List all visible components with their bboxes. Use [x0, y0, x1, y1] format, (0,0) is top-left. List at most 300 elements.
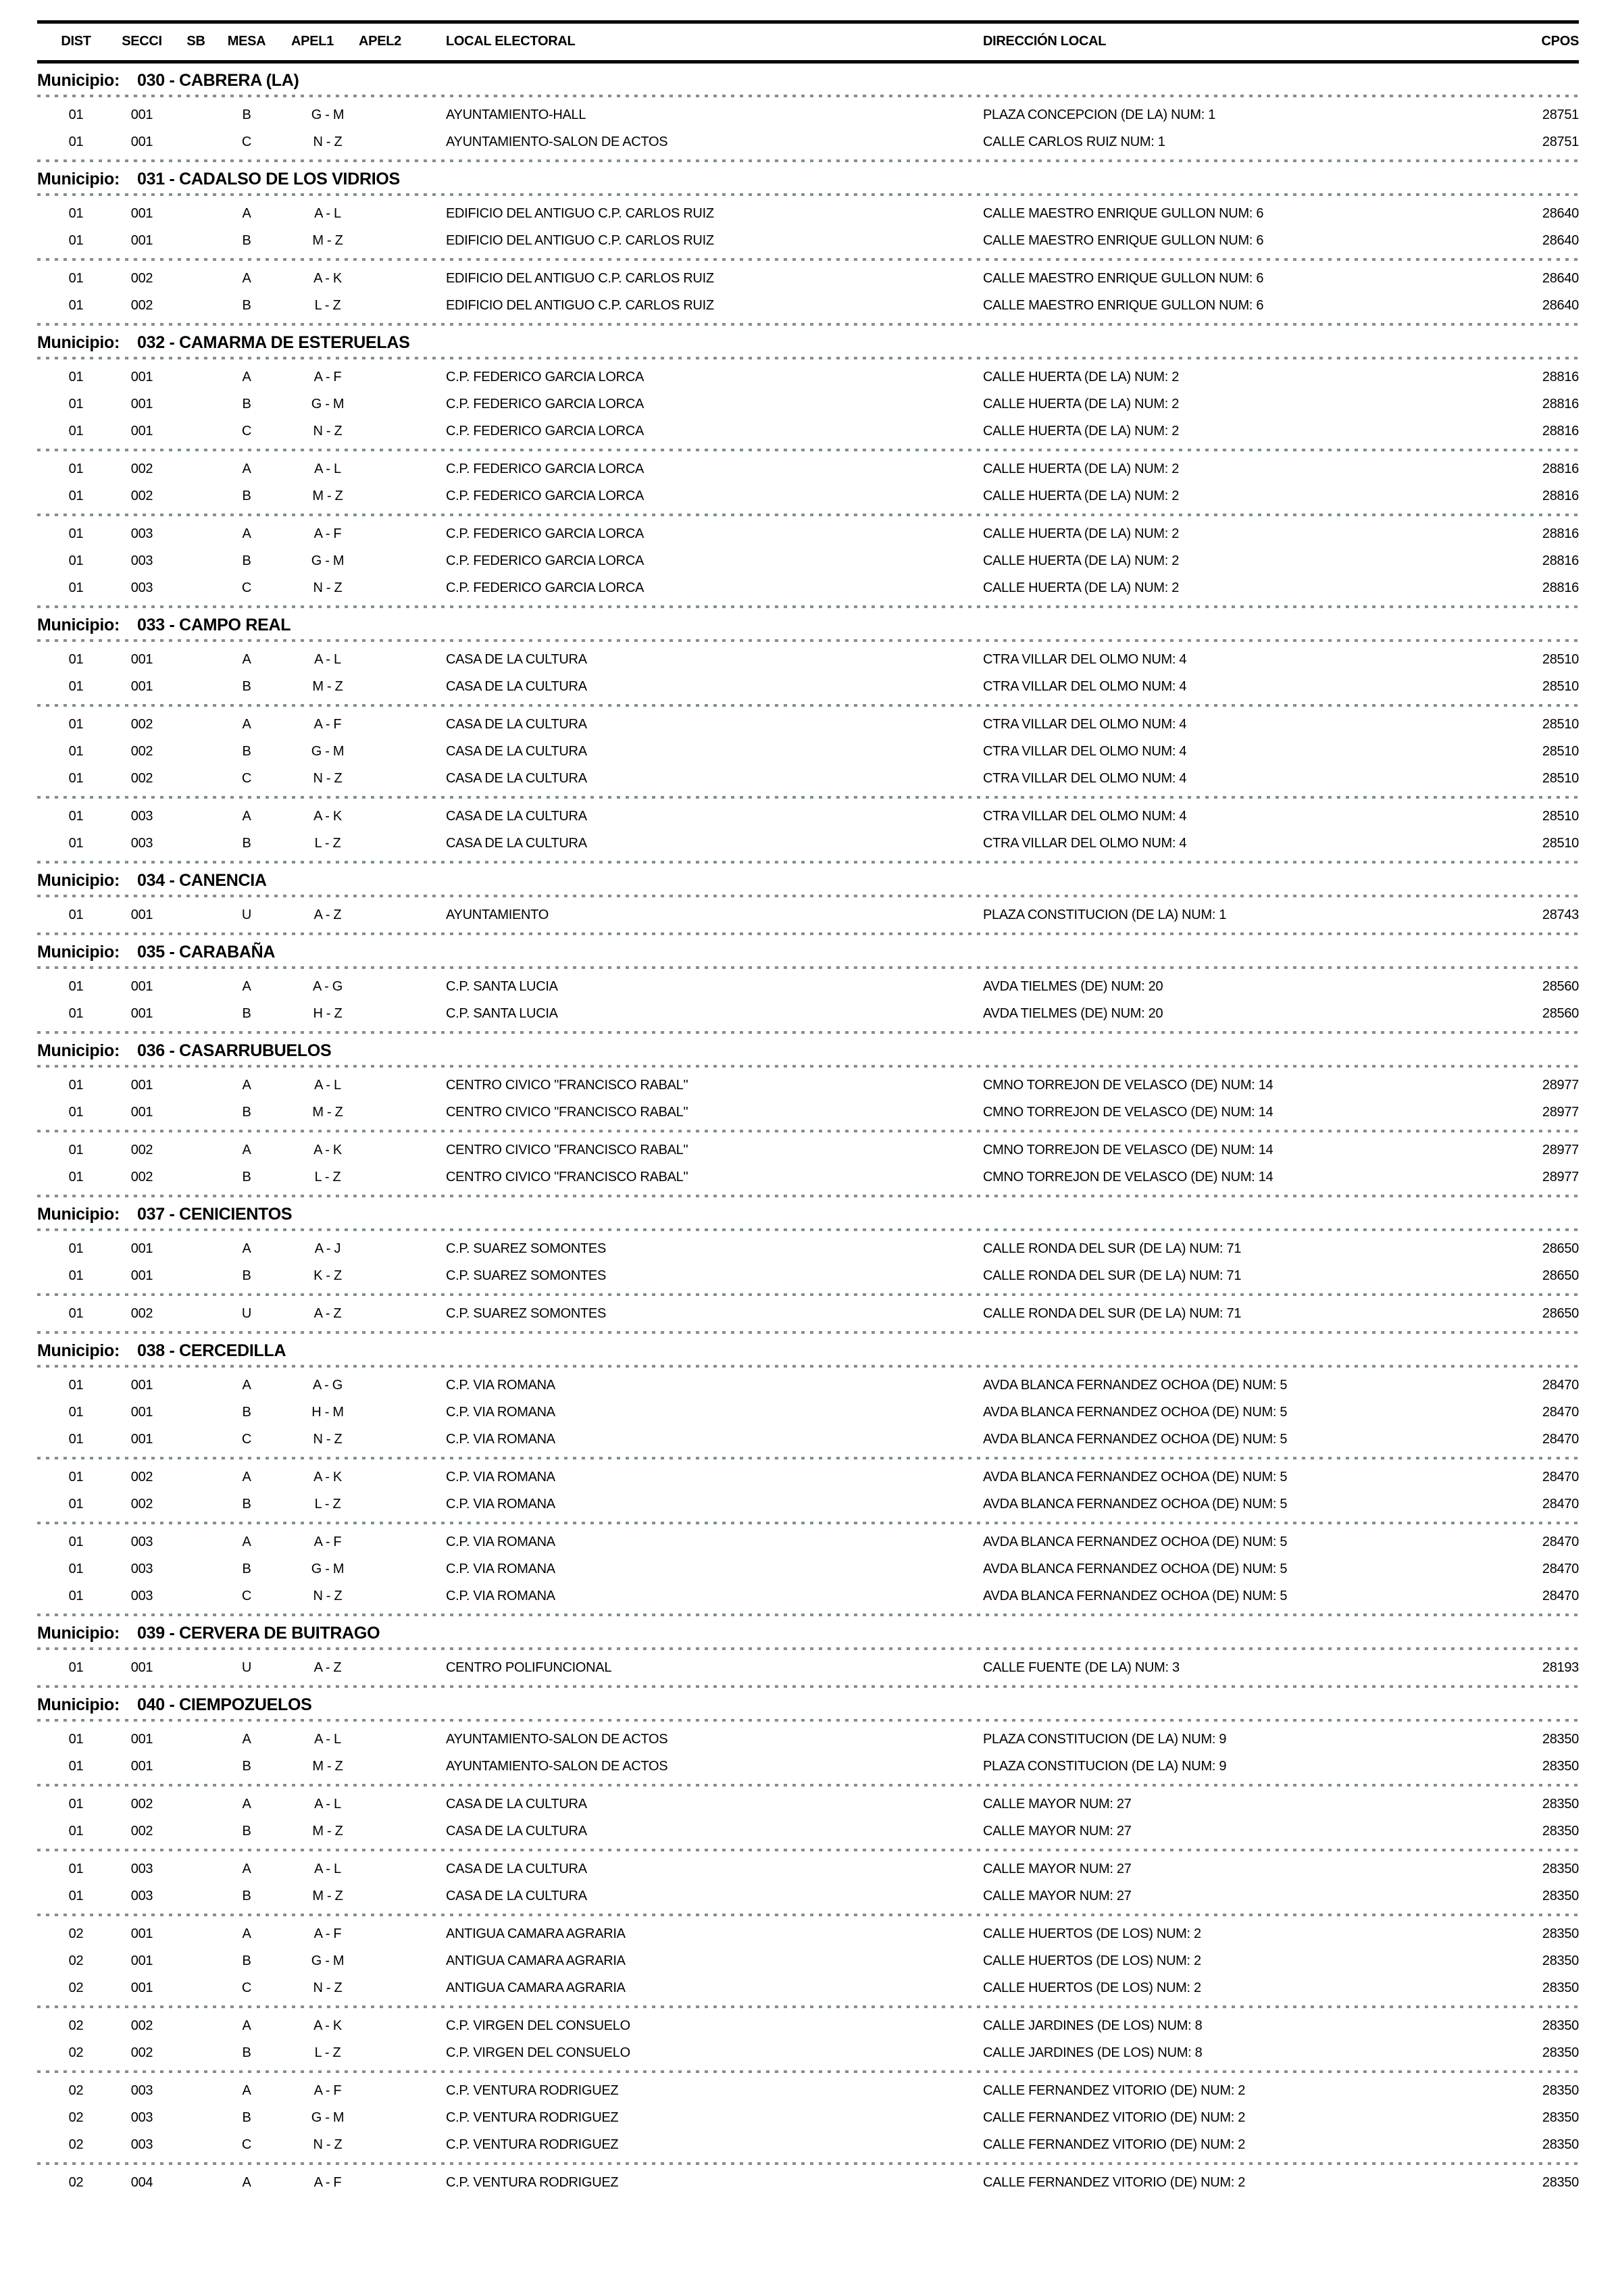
cell-mesa: B — [242, 2045, 251, 2060]
cell-cpos: 28816 — [1542, 526, 1579, 541]
cell-local: CASA DE LA CULTURA — [446, 678, 587, 694]
cell-local: CASA DE LA CULTURA — [446, 651, 587, 667]
cell-dist: 02 — [68, 1926, 84, 1941]
cell-direccion: CALLE RONDA DEL SUR (DE LA) NUM: 71 — [983, 1241, 1242, 1256]
cell-cpos: 28470 — [1542, 1431, 1579, 1447]
table-row — [47, 101, 1579, 128]
divider-dotted-line — [37, 1228, 1579, 1231]
cell-local: CENTRO CIVICO "FRANCISCO RABAL" — [446, 1077, 688, 1093]
cell-mesa: A — [242, 1731, 251, 1747]
cell-apel: L - Z — [314, 2045, 341, 2060]
cell-dist: 02 — [68, 2174, 84, 2190]
cell-secci: 001 — [130, 1377, 153, 1393]
cell-secci: 001 — [130, 1926, 153, 1941]
cell-apel: A - G — [312, 978, 343, 994]
municipio-header — [37, 1341, 1579, 1361]
cell-dist: 01 — [68, 1659, 84, 1675]
cell-secci: 003 — [130, 808, 153, 824]
cell-apel: H - M — [311, 1404, 344, 1420]
cell-cpos: 28350 — [1542, 1980, 1579, 1995]
cell-apel: N - Z — [313, 2137, 343, 2152]
cell-cpos: 28350 — [1542, 2174, 1579, 2190]
cell-direccion: CMNO TORREJON DE VELASCO (DE) NUM: 14 — [983, 1104, 1273, 1120]
cell-dist: 01 — [68, 134, 84, 149]
cell-secci: 001 — [130, 1077, 153, 1093]
cell-apel: L - Z — [314, 835, 341, 851]
table-row — [47, 455, 1579, 482]
cell-secci: 001 — [130, 651, 153, 667]
table-row — [47, 1920, 1579, 1947]
cell-local: C.P. VIA ROMANA — [446, 1404, 555, 1420]
cell-secci: 002 — [130, 1305, 153, 1321]
cell-dist: 01 — [68, 297, 84, 313]
cell-secci: 001 — [130, 134, 153, 149]
municipio-header — [37, 942, 1579, 962]
divider-dotted-line — [37, 1365, 1579, 1368]
column-header-local: LOCAL ELECTORAL — [446, 34, 576, 49]
cell-mesa: C — [241, 134, 252, 149]
table-row — [47, 1164, 1579, 1191]
cell-secci: 001 — [130, 978, 153, 994]
cell-local: C.P. VENTURA RODRIGUEZ — [446, 2110, 619, 2125]
cell-local: ANTIGUA CAMARA AGRARIA — [446, 1953, 626, 1968]
cell-dist: 02 — [68, 2082, 84, 2098]
cell-local: CASA DE LA CULTURA — [446, 770, 587, 786]
cell-direccion: CALLE MAYOR NUM: 27 — [983, 1796, 1132, 1812]
municipio-name: 039 - CERVERA DE BUITRAGO — [136, 1624, 380, 1643]
cell-apel: G - M — [311, 1561, 345, 1576]
cell-local: C.P. VIA ROMANA — [446, 1469, 555, 1484]
cell-dist: 01 — [68, 1731, 84, 1747]
cell-mesa: B — [242, 1496, 251, 1512]
divider-dotted-line — [37, 357, 1579, 359]
cell-dist: 01 — [68, 808, 84, 824]
divider-dotted-line — [37, 605, 1579, 608]
municipio-header — [37, 1204, 1579, 1224]
cell-direccion: CALLE HUERTA (DE LA) NUM: 2 — [983, 488, 1180, 503]
cell-local: C.P. VIA ROMANA — [446, 1377, 555, 1393]
cell-direccion: CALLE MAYOR NUM: 27 — [983, 1888, 1132, 1903]
cell-direccion: CALLE HUERTA (DE LA) NUM: 2 — [983, 580, 1180, 595]
cell-apel: A - F — [313, 1926, 342, 1941]
cell-cpos: 28350 — [1542, 2018, 1579, 2033]
cell-dist: 01 — [68, 651, 84, 667]
cell-cpos: 28510 — [1542, 716, 1579, 732]
cell-secci: 002 — [130, 488, 153, 503]
cell-secci: 003 — [130, 553, 153, 568]
cell-dist: 01 — [68, 553, 84, 568]
cell-secci: 002 — [130, 1823, 153, 1839]
cell-apel: A - G — [312, 1377, 343, 1393]
cell-direccion: CTRA VILLAR DEL OLMO NUM: 4 — [983, 835, 1187, 851]
cell-mesa: B — [242, 1561, 251, 1576]
electoral-locals-listing-page — [0, 20, 1616, 2196]
cell-mesa: B — [242, 1823, 251, 1839]
cell-dist: 01 — [68, 1142, 84, 1157]
cell-mesa: B — [242, 678, 251, 694]
municipio-label: Municipio: — [37, 170, 120, 189]
cell-cpos: 28510 — [1542, 651, 1579, 667]
cell-local: CASA DE LA CULTURA — [446, 808, 587, 824]
cell-dist: 01 — [68, 270, 84, 286]
table-row — [47, 227, 1579, 254]
divider-dotted-line — [37, 895, 1579, 897]
municipio-name: 032 - CAMARMA DE ESTERUELAS — [136, 333, 410, 352]
cell-cpos: 28350 — [1542, 1796, 1579, 1812]
cell-local: CASA DE LA CULTURA — [446, 1861, 587, 1876]
cell-apel: H - Z — [313, 1005, 343, 1021]
cell-direccion: CALLE HUERTA (DE LA) NUM: 2 — [983, 553, 1180, 568]
table-row — [47, 2039, 1579, 2066]
cell-mesa: C — [241, 1980, 252, 1995]
divider-dotted-line — [37, 1195, 1579, 1197]
cell-direccion: AVDA BLANCA FERNANDEZ OCHOA (DE) NUM: 5 — [983, 1404, 1288, 1420]
cell-cpos: 28470 — [1542, 1377, 1579, 1393]
cell-cpos: 28510 — [1542, 678, 1579, 694]
cell-cpos: 28640 — [1542, 297, 1579, 313]
table-row — [47, 1654, 1579, 1681]
cell-secci: 002 — [130, 1142, 153, 1157]
cell-dist: 01 — [68, 488, 84, 503]
cell-cpos: 28350 — [1542, 1953, 1579, 1968]
divider-dotted-line — [37, 2162, 1579, 2165]
cell-apel: M - Z — [312, 1823, 343, 1839]
cell-direccion: CMNO TORREJON DE VELASCO (DE) NUM: 14 — [983, 1077, 1273, 1093]
table-row — [47, 646, 1579, 673]
divider-dotted-line — [37, 159, 1579, 162]
cell-direccion: CALLE HUERTA (DE LA) NUM: 2 — [983, 369, 1180, 384]
cell-mesa: A — [242, 2082, 251, 2098]
cell-secci: 001 — [130, 1431, 153, 1447]
cell-apel: N - Z — [313, 1588, 343, 1603]
cell-local: C.P. FEDERICO GARCIA LORCA — [446, 369, 645, 384]
cell-mesa: B — [242, 553, 251, 568]
cell-direccion: CMNO TORREJON DE VELASCO (DE) NUM: 14 — [983, 1169, 1273, 1184]
cell-apel: M - Z — [312, 232, 343, 248]
table-row — [47, 738, 1579, 765]
table-row — [47, 292, 1579, 319]
cell-cpos: 28816 — [1542, 553, 1579, 568]
cell-local: C.P. VIA ROMANA — [446, 1534, 555, 1549]
cell-local: EDIFICIO DEL ANTIGUO C.P. CARLOS RUIZ — [446, 232, 714, 248]
cell-direccion: CALLE HUERTOS (DE LOS) NUM: 2 — [983, 1953, 1201, 1968]
cell-secci: 002 — [130, 1169, 153, 1184]
table-row — [47, 2077, 1579, 2104]
cell-secci: 001 — [130, 1758, 153, 1774]
cell-cpos: 28350 — [1542, 1888, 1579, 1903]
cell-cpos: 28640 — [1542, 205, 1579, 221]
cell-local: CASA DE LA CULTURA — [446, 1888, 587, 1903]
cell-local: AYUNTAMIENTO — [446, 907, 549, 922]
municipio-header — [37, 169, 1579, 189]
cell-cpos: 28640 — [1542, 232, 1579, 248]
cell-secci: 003 — [130, 1861, 153, 1876]
cell-local: CENTRO CIVICO "FRANCISCO RABAL" — [446, 1104, 688, 1120]
cell-apel: M - Z — [312, 678, 343, 694]
table-row — [47, 1262, 1579, 1289]
table-row — [47, 765, 1579, 792]
cell-secci: 001 — [130, 1005, 153, 1021]
cell-secci: 001 — [130, 107, 153, 122]
table-row — [47, 1528, 1579, 1555]
cell-cpos: 28470 — [1542, 1534, 1579, 1549]
column-header-dist: DIST — [61, 34, 91, 49]
cell-dist: 01 — [68, 396, 84, 411]
table-row — [47, 901, 1579, 928]
cell-mesa: C — [241, 423, 252, 439]
divider-dotted-line — [37, 796, 1579, 799]
table-row — [47, 1072, 1579, 1099]
cell-secci: 001 — [130, 1268, 153, 1283]
cell-apel: A - K — [313, 2018, 342, 2033]
cell-local: AYUNTAMIENTO-SALON DE ACTOS — [446, 1758, 668, 1774]
table-row — [47, 1818, 1579, 1845]
cell-direccion: CALLE FUENTE (DE LA) NUM: 3 — [983, 1659, 1180, 1675]
cell-local: CASA DE LA CULTURA — [446, 835, 587, 851]
cell-mesa: B — [242, 1268, 251, 1283]
divider-dotted-line — [37, 323, 1579, 326]
cell-local: EDIFICIO DEL ANTIGUO C.P. CARLOS RUIZ — [446, 297, 714, 313]
cell-dist: 01 — [68, 1588, 84, 1603]
cell-dist: 01 — [68, 1431, 84, 1447]
cell-local: EDIFICIO DEL ANTIGUO C.P. CARLOS RUIZ — [446, 270, 714, 286]
cell-direccion: CTRA VILLAR DEL OLMO NUM: 4 — [983, 651, 1187, 667]
cell-direccion: AVDA BLANCA FERNANDEZ OCHOA (DE) NUM: 5 — [983, 1377, 1288, 1393]
cell-direccion: AVDA TIELMES (DE) NUM: 20 — [983, 1005, 1163, 1021]
cell-cpos: 28977 — [1542, 1104, 1579, 1120]
cell-dist: 02 — [68, 2137, 84, 2152]
cell-apel: A - K — [313, 1469, 342, 1484]
cell-cpos: 28977 — [1542, 1142, 1579, 1157]
cell-dist: 01 — [68, 743, 84, 759]
table-row — [47, 1855, 1579, 1882]
table-row — [47, 128, 1579, 155]
cell-dist: 01 — [68, 1268, 84, 1283]
municipio-name: 030 - CABRERA (LA) — [136, 71, 299, 90]
cell-apel: L - Z — [314, 297, 341, 313]
cell-mesa: A — [242, 1861, 251, 1876]
cell-local: AYUNTAMIENTO-HALL — [446, 107, 586, 122]
municipio-label: Municipio: — [37, 71, 120, 90]
cell-mesa: A — [242, 978, 251, 994]
table-row — [47, 1000, 1579, 1027]
cell-dist: 01 — [68, 423, 84, 439]
municipio-name: 038 - CERCEDILLA — [136, 1341, 286, 1360]
cell-dist: 01 — [68, 1104, 84, 1120]
municipio-label: Municipio: — [37, 943, 120, 962]
divider-dotted-line — [37, 966, 1579, 969]
cell-direccion: CALLE MAESTRO ENRIQUE GULLON NUM: 6 — [983, 205, 1264, 221]
table-row — [47, 1235, 1579, 1262]
cell-mesa: A — [242, 526, 251, 541]
divider-dotted-line — [37, 1614, 1579, 1616]
municipio-label: Municipio: — [37, 1624, 120, 1643]
cell-secci: 002 — [130, 297, 153, 313]
table-row — [47, 973, 1579, 1000]
cell-direccion: CALLE CARLOS RUIZ NUM: 1 — [983, 134, 1165, 149]
cell-cpos: 28816 — [1542, 369, 1579, 384]
cell-apel: A - F — [313, 2082, 342, 2098]
cell-apel: A - L — [314, 1796, 341, 1812]
cell-apel: A - L — [314, 1861, 341, 1876]
cell-secci: 001 — [130, 678, 153, 694]
cell-cpos: 28350 — [1542, 1823, 1579, 1839]
cell-direccion: CTRA VILLAR DEL OLMO NUM: 4 — [983, 743, 1187, 759]
cell-mesa: A — [242, 716, 251, 732]
cell-mesa: B — [242, 743, 251, 759]
cell-cpos: 28743 — [1542, 907, 1579, 922]
municipio-name: 040 - CIEMPOZUELOS — [136, 1695, 312, 1714]
cell-local: CASA DE LA CULTURA — [446, 743, 587, 759]
cell-mesa: A — [242, 2174, 251, 2190]
divider-dotted-line — [37, 1685, 1579, 1688]
cell-secci: 003 — [130, 2137, 153, 2152]
cell-local: C.P. VIA ROMANA — [446, 1561, 555, 1576]
table-row — [47, 673, 1579, 700]
cell-direccion: CTRA VILLAR DEL OLMO NUM: 4 — [983, 678, 1187, 694]
cell-mesa: A — [242, 369, 251, 384]
municipio-label: Municipio: — [37, 1041, 120, 1060]
cell-direccion: AVDA TIELMES (DE) NUM: 20 — [983, 978, 1163, 994]
cell-secci: 003 — [130, 580, 153, 595]
cell-apel: M - Z — [312, 1758, 343, 1774]
cell-apel: G - M — [311, 743, 345, 759]
municipio-label: Municipio: — [37, 871, 120, 890]
municipio-label: Municipio: — [37, 1341, 120, 1360]
cell-mesa: B — [242, 488, 251, 503]
cell-direccion: PLAZA CONCEPCION (DE LA) NUM: 1 — [983, 107, 1216, 122]
divider-dotted-line — [37, 1065, 1579, 1068]
cell-apel: A - F — [313, 716, 342, 732]
cell-direccion: CTRA VILLAR DEL OLMO NUM: 4 — [983, 808, 1187, 824]
cell-cpos: 28510 — [1542, 835, 1579, 851]
cell-local: C.P. FEDERICO GARCIA LORCA — [446, 580, 645, 595]
municipio-label: Municipio: — [37, 1205, 120, 1224]
table-row — [47, 2169, 1579, 2196]
table-row — [47, 1491, 1579, 1518]
table-row — [47, 482, 1579, 509]
cell-local: C.P. SANTA LUCIA — [446, 978, 558, 994]
divider-dotted-line — [37, 932, 1579, 935]
table-row — [47, 418, 1579, 445]
table-row — [47, 830, 1579, 857]
cell-dist: 01 — [68, 678, 84, 694]
cell-direccion: CALLE MAESTRO ENRIQUE GULLON NUM: 6 — [983, 297, 1264, 313]
divider-dotted-line — [37, 193, 1579, 196]
divider-dotted-line — [37, 449, 1579, 451]
cell-cpos: 28816 — [1542, 488, 1579, 503]
divider-dotted-line — [37, 2070, 1579, 2073]
cell-mesa: B — [242, 1404, 251, 1420]
cell-dist: 02 — [68, 2110, 84, 2125]
divider-dotted-line — [37, 1031, 1579, 1034]
divider-dotted-line — [37, 258, 1579, 261]
cell-cpos: 28350 — [1542, 2110, 1579, 2125]
cell-dist: 01 — [68, 1404, 84, 1420]
cell-local: CASA DE LA CULTURA — [446, 716, 587, 732]
cell-direccion: CALLE FERNANDEZ VITORIO (DE) NUM: 2 — [983, 2082, 1246, 2098]
cell-direccion: CALLE MAYOR NUM: 27 — [983, 1823, 1132, 1839]
cell-secci: 003 — [130, 1534, 153, 1549]
cell-apel: K - Z — [313, 1268, 342, 1283]
cell-mesa: A — [242, 1377, 251, 1393]
cell-local: C.P. FEDERICO GARCIA LORCA — [446, 488, 645, 503]
cell-dist: 01 — [68, 1077, 84, 1093]
table-row — [47, 1582, 1579, 1609]
cell-direccion: AVDA BLANCA FERNANDEZ OCHOA (DE) NUM: 5 — [983, 1496, 1288, 1512]
cell-cpos: 28510 — [1542, 808, 1579, 824]
municipio-header — [37, 332, 1579, 353]
column-header-mesa: MESA — [227, 34, 266, 49]
municipio-name: 037 - CENICIENTOS — [136, 1205, 293, 1224]
cell-cpos: 28816 — [1542, 580, 1579, 595]
municipio-name: 033 - CAMPO REAL — [136, 616, 291, 634]
cell-dist: 01 — [68, 978, 84, 994]
divider-dotted-line — [37, 704, 1579, 707]
column-header-secci: SECCI — [122, 34, 162, 49]
cell-dist: 01 — [68, 1377, 84, 1393]
cell-mesa: A — [242, 1926, 251, 1941]
cell-mesa: U — [241, 907, 252, 922]
cell-secci: 003 — [130, 2082, 153, 2098]
cell-apel: A - F — [313, 526, 342, 541]
cell-apel: N - Z — [313, 580, 343, 595]
cell-secci: 002 — [130, 743, 153, 759]
cell-apel: A - K — [313, 808, 342, 824]
table-row — [47, 547, 1579, 574]
cell-local: C.P. VENTURA RODRIGUEZ — [446, 2137, 619, 2152]
cell-cpos: 28977 — [1542, 1169, 1579, 1184]
cell-direccion: CALLE MAESTRO ENRIQUE GULLON NUM: 6 — [983, 232, 1264, 248]
cell-mesa: B — [242, 297, 251, 313]
cell-local: AYUNTAMIENTO-SALON DE ACTOS — [446, 1731, 668, 1747]
cell-mesa: C — [241, 2137, 252, 2152]
cell-direccion: AVDA BLANCA FERNANDEZ OCHOA (DE) NUM: 5 — [983, 1469, 1288, 1484]
cell-local: AYUNTAMIENTO-SALON DE ACTOS — [446, 134, 668, 149]
cell-direccion: CTRA VILLAR DEL OLMO NUM: 4 — [983, 716, 1187, 732]
table-row — [47, 520, 1579, 547]
cell-dist: 02 — [68, 2045, 84, 2060]
cell-direccion: AVDA BLANCA FERNANDEZ OCHOA (DE) NUM: 5 — [983, 1431, 1288, 1447]
cell-apel: A - L — [314, 1731, 341, 1747]
cell-secci: 003 — [130, 1888, 153, 1903]
cell-cpos: 28751 — [1542, 107, 1579, 122]
cell-dist: 01 — [68, 1534, 84, 1549]
cell-apel: A - F — [313, 1534, 342, 1549]
cell-dist: 01 — [68, 205, 84, 221]
cell-apel: N - Z — [313, 423, 343, 439]
divider-dotted-line — [37, 639, 1579, 642]
cell-direccion: CMNO TORREJON DE VELASCO (DE) NUM: 14 — [983, 1142, 1273, 1157]
cell-secci: 001 — [130, 396, 153, 411]
table-row — [47, 1426, 1579, 1453]
cell-apel: A - L — [314, 1077, 341, 1093]
cell-dist: 01 — [68, 1496, 84, 1512]
cell-dist: 02 — [68, 1980, 84, 1995]
cell-mesa: A — [242, 1469, 251, 1484]
cell-secci: 001 — [130, 1404, 153, 1420]
table-row — [47, 391, 1579, 418]
cell-cpos: 28510 — [1542, 770, 1579, 786]
cell-mesa: A — [242, 205, 251, 221]
table-row — [47, 2012, 1579, 2039]
cell-secci: 002 — [130, 2045, 153, 2060]
cell-local: C.P. SANTA LUCIA — [446, 1005, 558, 1021]
cell-dist: 01 — [68, 232, 84, 248]
cell-local: C.P. FEDERICO GARCIA LORCA — [446, 526, 645, 541]
municipio-header — [37, 1695, 1579, 1715]
cell-mesa: B — [242, 1169, 251, 1184]
